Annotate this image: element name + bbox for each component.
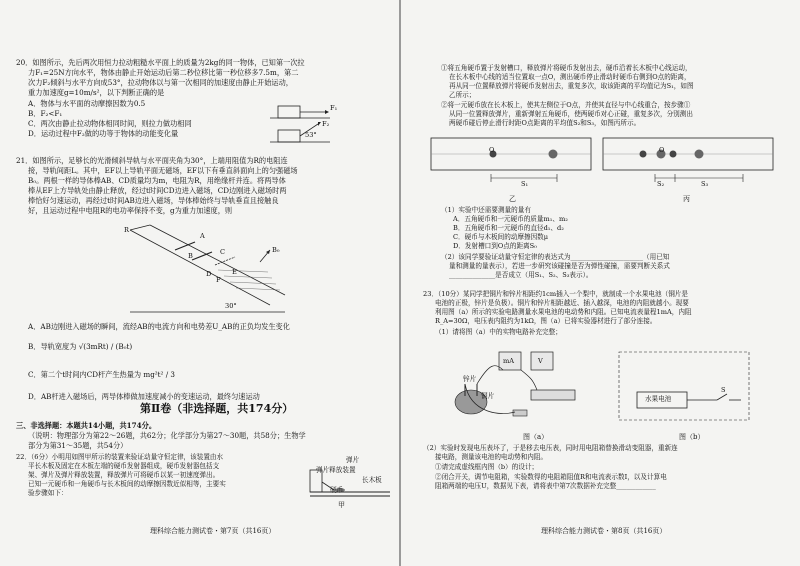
q21-line: 接，导轨间距L。其中，EF以上导轨平面无磁场，EF以下有垂直斜面向上的匀强磁场 [28, 166, 298, 175]
q22-line: 平长木板及固定在木板左端的硬币发射器组成，硬币发射器包括支 [28, 462, 220, 470]
figb-label-switch: S [721, 386, 726, 394]
q20-option: B．F₂<F₁ [28, 109, 63, 118]
q21-label-F: F [216, 276, 221, 284]
q20-line: 次力F₂倾斜与水平方向成53°，拉动物体以与第一次相同的加速度由静止开始运动， [28, 78, 293, 87]
yi-label-O: O [489, 146, 495, 154]
bing-label-S3: S₃ [701, 180, 709, 188]
yi-label-S1: S₁ [521, 180, 529, 188]
q21-option: D．AB杆进入磁场后，两导体棒做加速度减小的变速运动，最终匀速运动 [28, 392, 260, 401]
figa-label-v: V [538, 357, 543, 365]
q20-fig-label-angle: 53° [305, 131, 317, 139]
figa-caption: 图（a） [523, 433, 549, 441]
q21-label-angle: 30° [225, 302, 237, 310]
q21-rail-figure [120, 220, 290, 315]
q20-fig-label-f1: F₁ [330, 104, 338, 112]
q22-2-line: （2）该同学要验证动量守恒定律的表达式为______________________（用已知 [441, 253, 670, 261]
q23-line: R_A=30Ω，电压表内阻约为1kΩ，图（a）已将实验器材进行了部分连接。 [435, 317, 657, 325]
q21-option: B．导轨宽度为 √(3mRt) / (B₀t) [28, 342, 133, 351]
figa-label-copper: 铜片 [481, 392, 495, 400]
section-note: （说明：物理部分为第22～26题，共62分；化学部分为第27～30题，共58分；生物学 [28, 431, 306, 440]
q22-line: 已知一元硬币和一角硬币与长木板间的动摩擦因数近似相等，主要实 [28, 480, 226, 488]
q22-2-line: 量和测量的量表示），若进一步研究该碰撞是否为弹性碰撞，需要判断关系式 [449, 262, 670, 270]
bing-caption: 丙 [683, 195, 690, 203]
q22-line: 架、弹片及弹片释放装置，释放弹片可将硬币以某一初速度弹出。 [28, 471, 220, 479]
q23-2-line: ②闭合开关，调节电阻箱，实验数得的电阻箱阻值R和电流表示数I，以及计算电 [435, 473, 667, 481]
q22-1-option: A．五角硬币和一元硬币的质量m₁、m₂ [453, 215, 568, 223]
q23-line: 23．（10分）某同学把铜片和锌片相距约1cm插入一个梨中，就制成一个水果电池（铜片是 [423, 290, 688, 298]
q22-1-option: B．五角硬币和一元硬币的直径d₁、d₂ [453, 224, 564, 232]
q20-fig-label-f2: F₂ [322, 120, 330, 128]
q21-option: A．AB边刚进入磁场的瞬间，流经AB的电流方向和电势差U_AB的正负均发生变化 [28, 322, 290, 331]
q22-step: 两硬币碰后停止滑行时距O点距离的平均值S₂和S₃，如图丙所示。 [449, 119, 641, 127]
q21-label-B: B [188, 252, 193, 260]
q21-label-D: D [206, 270, 212, 278]
figure-yi [431, 138, 591, 190]
q22-fig-label-release: 弹片释放装置 [316, 466, 356, 474]
q21-label-C: C [220, 248, 226, 256]
q21-line: B₀。两根一样的导体棒AB、CD质量均为m，电阻为R，用绝缘杆并连。将两导体 [28, 176, 286, 185]
figb-label-battery: 水果电池 [645, 395, 672, 403]
yi-caption: 乙 [509, 195, 516, 203]
page-footer: 理科综合能力测试卷・第7页（共16页） [150, 527, 276, 535]
q22-fig-label-board: 长木板 [362, 476, 382, 484]
q23-line: （1）请将图（a）中的实物电路补充完整； [435, 328, 562, 336]
figa-label-zinc: 锌片 [463, 375, 477, 383]
section-title: 第Ⅱ卷（非选择题，共174分） [140, 402, 294, 415]
q23-line: 电池的正极，锌片是负极）。铜片和锌片相距越近、插入越深，电池的内阻就越小。现要 [435, 299, 689, 307]
section-note: 部分为第31～35题，共54分） [28, 441, 128, 450]
q23-2-line: （2）实验时发现电压表坏了，于是移去电压表，同时用电阻箱替换滑动变阻器，重新连 [423, 444, 678, 452]
q23-2-line: 阻箱两端的电压U，数据见下表，请将表中第7次数据补充完整____________ [435, 482, 656, 490]
q20-option: A．物体与水平面的动摩擦因数为0.5 [28, 99, 146, 108]
q20-line: 20．如图所示，先后两次用恒力拉动粗糙水平面上的质量为2kg的同一物体，已知第一次拉 [16, 58, 305, 67]
q21-line: 21．如图所示，足够长的光滑倾斜导轨与水平面夹角为30°，上端用阻值为R的电阻连 [16, 156, 288, 165]
q22-fig-caption: 甲 [338, 501, 345, 509]
q22-2-line: ______________是否成立（用S₁、S₂、S₃表示）。 [449, 271, 593, 279]
figa-label-ma: mA [503, 357, 515, 365]
bing-label-O: O [659, 146, 665, 154]
section-note: 三、非选择题：本题共14小题，共174分。 [16, 421, 157, 430]
q22-step: 从同一位置释放弹片，重新弹射五角硬币，使两硬币对心正碰，重复多次，分别测出 [449, 110, 693, 118]
q20-figure [270, 100, 350, 150]
q22-step: 再从同一位置释放弹片将硬币发射出去，重复多次，取该距离的平均值记为S₁，如图 [449, 82, 694, 90]
q20-line: 重力加速度g=10m/s²，以下判断正确的是 [28, 88, 165, 97]
q23-2-line: 接电路，测量该电池的电动势和内阻。 [435, 453, 548, 461]
q22-1-option: C．硬币与木板间的动摩擦因数μ [453, 233, 549, 241]
q20-option: C．两次由静止拉动物体相同时间，则拉力做功相同 [28, 119, 192, 128]
q21-label-R: R [124, 226, 129, 234]
figb-caption: 图（b） [679, 433, 705, 441]
q22-step: ②将一元硬币放在长木板上，使其左侧位于O点，并使其直径与中心线重合，按步骤① [441, 101, 691, 109]
q22-line: 验步骤如下： [28, 489, 68, 497]
exam-page-7 [0, 0, 399, 566]
q22-1-line: （1）实验中还需要测量的量有 [441, 206, 531, 214]
page-footer: 理科综合能力测试卷・第8页（共16页） [541, 527, 667, 535]
q20-option: D．运动过程中F₂做的功等于物体的动能变化量 [28, 129, 179, 138]
q22-step: 在长木板中心线的适当位置取一点O，测出硬币停止滑动时硬币右侧到O点的距离， [449, 73, 691, 81]
q21-option: C．第二个t时间内CD杆产生热量为 mg²t² / 3 [28, 370, 176, 379]
q20-line: 力F₁=25N方向水平，物体由静止开始运动后第二秒位移比第一秒位移多7.5m，第二 [28, 68, 299, 77]
q21-line: 棒从EF上方导轨处由静止释放，经过t时间CD边进入磁场，CD边刚进入磁场时两 [28, 186, 287, 195]
figure-b-design-box [619, 352, 759, 424]
q21-line: 好，且运动过程中电阻R的电功率保持不变，g为重力加速度，则 [28, 206, 233, 215]
q22-fig-label-coin: 硬币 [330, 486, 344, 494]
q22-step: 乙所示； [449, 91, 476, 99]
q22-line: 22．（6分）小明用如图甲所示的装置来验证动量守恒定律，该装置由水 [16, 453, 224, 461]
exam-page-8 [401, 0, 800, 566]
q21-label-E: E [232, 268, 237, 276]
q23-line: 利用图（a）所示的实验电路测量水果电池的电动势和内阻。已知电流表量程1mA，内阻 [435, 308, 692, 316]
q21-label-A: A [200, 232, 205, 240]
q21-label-B0: B₀ [272, 246, 280, 254]
q22-fig-label-spring: 弹片 [346, 456, 360, 464]
figure-bing [603, 138, 773, 190]
bing-label-S2: S₂ [657, 180, 665, 188]
q23-2-line: ①请完成虚线框内图（b）的设计； [435, 463, 539, 471]
q22-step: ①将五角硬币置于发射槽口，释放弹片将硬币发射出去，硬币沿着长木板中心线运动， [441, 64, 692, 72]
q21-line: 棒恰好匀速运动，再经过t时间AB边进入磁场，导体棒始终与导轨垂直且接触良 [28, 196, 279, 205]
q22-1-option: D．发射槽口到O点的距离S₀ [453, 242, 537, 250]
